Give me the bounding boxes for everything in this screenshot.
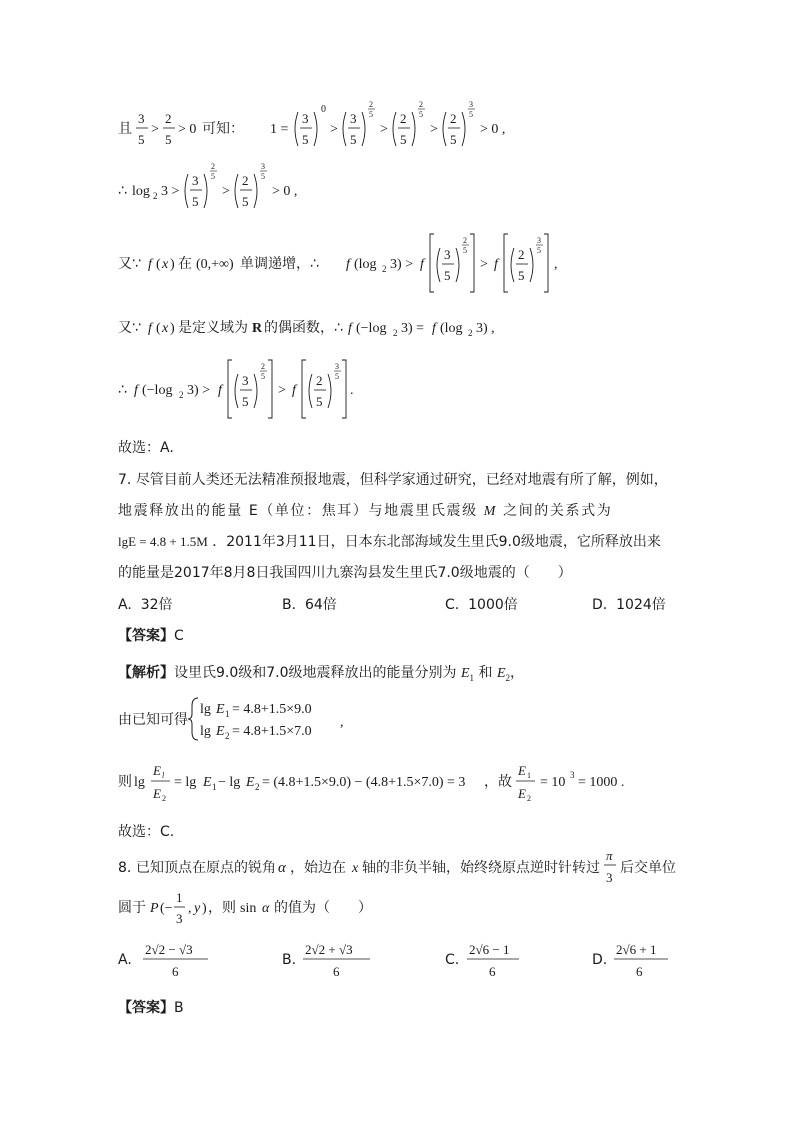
svg-text:= lg: = lg [174, 775, 197, 790]
svg-text:3: 3 [350, 111, 357, 126]
svg-text:l: l [162, 771, 165, 780]
svg-text:2: 2 [255, 782, 260, 792]
q7-line-3 [118, 531, 661, 551]
q8-line-2-content [118, 886, 418, 930]
svg-text:3: 3 [242, 373, 249, 388]
math-line-4-formula [118, 312, 538, 342]
svg-text:2: 2 [463, 236, 467, 245]
q7-option-c-letter: C. [445, 597, 460, 613]
svg-text:= 10: = 10 [540, 775, 566, 790]
q8-text-1a: 已知顶点在原点的锐角 [136, 860, 276, 876]
q7-answer-label: 【答案】 [118, 628, 174, 644]
math-line-2 [118, 160, 338, 224]
svg-text:5: 5 [350, 132, 357, 147]
svg-text:>: > [151, 122, 159, 137]
svg-text:f: f [134, 383, 138, 398]
svg-text:3: 3 [606, 870, 613, 885]
q7-E1: $E_1$ [460, 666, 475, 683]
svg-text:2: 2 [369, 100, 373, 109]
svg-text:(: ( [156, 257, 161, 272]
svg-text:3: 3 [469, 100, 473, 109]
q7-text-2a: 地震释放出的能量 E（单位：焦耳）与地震里氏震级 [118, 503, 478, 519]
svg-text:,: , [188, 901, 192, 916]
svg-text:E: E [203, 775, 212, 790]
svg-text:3: 3 [176, 911, 183, 926]
q8-option-b-num: 2√2 + √3 [305, 942, 353, 957]
q8-text-2b: ，则 [208, 900, 236, 916]
svg-text:0: 0 [321, 104, 326, 115]
svg-text:2: 2 [400, 111, 407, 126]
svg-text:2: 2 [162, 794, 166, 803]
q7-system-formula [118, 694, 358, 744]
svg-text:(: ( [156, 321, 161, 336]
q8-option-b-den: 6 [333, 964, 340, 979]
q7-option-b [282, 594, 337, 614]
svg-text:3: 3 [261, 162, 265, 171]
q7-conclusion: 故选：C. [118, 824, 175, 840]
svg-text:3: 3 [138, 111, 145, 126]
svg-text:f: f [218, 383, 222, 398]
q8-option-c-den: 6 [489, 964, 496, 979]
l3-c: 单调递增，∴ [240, 256, 319, 272]
q7-analysis-text-2: 由已知可得 [118, 712, 188, 728]
q8-text-1d: 后交单位 [620, 860, 676, 876]
svg-text:2: 2 [527, 794, 531, 803]
svg-text:5: 5 [261, 172, 265, 181]
svg-text:2: 2 [468, 328, 473, 338]
q7-line-1 [118, 469, 668, 489]
svg-text:,: , [554, 257, 558, 272]
svg-text:f: f [348, 321, 352, 336]
q8-option-a-den: 6 [172, 964, 179, 979]
q7-analysis-ratio [118, 756, 678, 810]
svg-text:α: α [278, 860, 286, 876]
q8-text-2a: 圆于 [118, 900, 146, 916]
q7-analysis-and: 和 [478, 665, 493, 681]
svg-text:f: f [292, 383, 296, 398]
q8-option-c-num: 2√6 − 1 [469, 942, 510, 957]
svg-text:x: x [162, 321, 169, 336]
svg-text:f: f [420, 257, 424, 272]
q7-formula: lgE = 4.8 + 1.5M [118, 534, 208, 549]
svg-text:2: 2 [518, 247, 525, 262]
q7-analysis-text-1: 设里氏9.0级和7.0级地震释放出的能量分别为 [174, 665, 457, 681]
q8-option-d-den: 6 [636, 964, 643, 979]
math-line-1 [118, 98, 538, 162]
prev-conclusion: 故选：A. [118, 440, 174, 456]
q8-answer [118, 997, 184, 1017]
q8-text-1b: ，始边在 [290, 860, 346, 876]
svg-text:3) ,: 3) , [476, 321, 495, 336]
q8-option-d-letter: D. [592, 952, 608, 968]
svg-text:.: . [350, 383, 354, 398]
svg-text:>: > [330, 122, 338, 137]
q7-option-d [592, 594, 666, 614]
svg-text:1: 1 [176, 890, 183, 905]
svg-text:3: 3 [537, 236, 541, 245]
svg-text:3: 3 [302, 111, 309, 126]
math-line-2-formula [118, 160, 338, 220]
svg-text:5: 5 [444, 268, 451, 283]
math-line-4 [118, 312, 538, 346]
svg-text:− lg: − lg [218, 775, 241, 790]
svg-text:>: > [430, 122, 438, 137]
q8-text-2c: 的值为（ ） [274, 900, 372, 916]
svg-text:5: 5 [242, 394, 249, 409]
svg-text:E: E [153, 786, 161, 801]
svg-text:5: 5 [302, 132, 309, 147]
svg-text:2: 2 [261, 362, 265, 371]
q7-answer [118, 625, 184, 645]
q8-option-a-num: 2√2 − √3 [145, 942, 193, 957]
svg-text:f: f [148, 257, 152, 272]
math-line-3-formula [118, 228, 588, 298]
q8-answer-label: 【答案】 [118, 1000, 174, 1016]
svg-text:2: 2 [450, 111, 457, 126]
q7-option-a-text: 32倍 [140, 597, 173, 613]
svg-text:2: 2 [382, 264, 387, 274]
q7-option-b-text: 64倍 [304, 597, 337, 613]
svg-text:(−: (− [160, 901, 173, 916]
svg-text:3 >: 3 > [161, 184, 180, 199]
svg-text:3) =: 3) = [401, 321, 425, 336]
svg-text:1: 1 [225, 709, 230, 719]
svg-text:2: 2 [179, 390, 184, 400]
svg-text:5: 5 [419, 110, 423, 119]
math-line-1-formula [118, 98, 538, 158]
svg-text:(log: (log [440, 321, 463, 336]
q8-text-1c: 轴的非负半轴，始终绕原点逆时针转过 [362, 860, 600, 876]
svg-text:f: f [432, 321, 436, 336]
svg-text:E: E [518, 786, 526, 801]
q8-line-2 [118, 886, 418, 934]
q8-option-c-letter: C. [445, 952, 460, 968]
svg-text:> 0: > 0 [178, 122, 197, 137]
svg-text:> 0 ,: > 0 , [480, 122, 506, 137]
q8-option-d-content [592, 938, 692, 982]
svg-text:E: E [153, 763, 161, 778]
l4-b: 是定义域为 [178, 320, 248, 336]
l2-prefix: ∴ [118, 183, 127, 199]
svg-text:5: 5 [400, 132, 407, 147]
svg-text:5: 5 [450, 132, 457, 147]
q7-option-b-letter: B. [282, 597, 297, 613]
svg-text:5: 5 [242, 194, 249, 209]
svg-text:(−log: (−log [142, 383, 173, 398]
svg-text:): ) [170, 257, 175, 272]
svg-text:>: > [222, 184, 230, 199]
l4-R: R [252, 321, 263, 336]
svg-text:2: 2 [419, 100, 423, 109]
svg-text:5: 5 [518, 268, 525, 283]
svg-text:log: log [132, 184, 150, 199]
svg-text:(0,+∞): (0,+∞) [196, 257, 234, 272]
svg-text:f: f [148, 321, 152, 336]
svg-text:f: f [346, 257, 350, 272]
q8-option-c [445, 938, 545, 986]
q8-option-a-content [118, 938, 218, 982]
q7-analysis-label: 【解析】 [118, 665, 174, 681]
q7-symbol-M: M [483, 504, 498, 519]
svg-text:α: α [262, 901, 270, 916]
svg-text:3: 3 [335, 362, 339, 371]
l5-prefix: ∴ [118, 382, 127, 398]
svg-text:5: 5 [469, 110, 473, 119]
l4-a: 又∵ [118, 320, 141, 336]
svg-text:2: 2 [211, 162, 215, 171]
svg-text:sin: sin [240, 901, 257, 916]
svg-text:1: 1 [527, 771, 531, 780]
q7-analysis-text-3-mid: ，故 [484, 774, 512, 790]
q8-answer-value: B [174, 1000, 184, 1016]
svg-text:2: 2 [165, 111, 172, 126]
svg-text:>: > [480, 257, 488, 272]
svg-text:5: 5 [463, 246, 467, 255]
q7-option-d-letter: D. [592, 597, 608, 613]
q7-text-3: ．2011年3月11日，日本东北部海域发生里氏9.0级地震，它所释放出来 [212, 534, 661, 550]
svg-text:P: P [150, 901, 159, 916]
l3-a: 又∵ [118, 256, 141, 272]
svg-text:3) >: 3) > [187, 383, 211, 398]
svg-text:= (4.8+1.5×9.0) − (4.8+1.5×7.0: = (4.8+1.5×9.0) − (4.8+1.5×7.0) = 3 [262, 775, 466, 790]
q8-option-b-letter: B. [282, 952, 297, 968]
svg-text:5: 5 [335, 372, 339, 381]
svg-text:2: 2 [316, 373, 323, 388]
q8-option-d-num: 2√6 + 1 [616, 942, 657, 957]
svg-text:lg: lg [200, 702, 211, 717]
svg-text:5: 5 [211, 172, 215, 181]
q7-text-2b: 之间的关系式为 [503, 503, 613, 519]
svg-text:5: 5 [537, 246, 541, 255]
svg-text:5: 5 [261, 372, 265, 381]
q7-analysis-line-1: 【解析】设里氏9.0级和7.0级地震释放出的能量分别为 $E_1$ 和 $E_2$， [118, 665, 525, 683]
q8-line-1-content [118, 846, 688, 888]
q7-E2: $E_2$ [496, 666, 511, 683]
q7-option-d-text: 1024倍 [616, 597, 666, 613]
svg-text:3: 3 [570, 770, 575, 780]
q7-number: 7. [118, 472, 132, 488]
q7-answer-value: C [174, 628, 184, 644]
math-line-5 [118, 354, 388, 428]
svg-text:E: E [216, 724, 225, 739]
math-line-3 [118, 228, 588, 302]
svg-text:): ) [170, 321, 175, 336]
q8-option-a-letter: A. [118, 952, 132, 968]
svg-text:5: 5 [316, 394, 323, 409]
svg-text:> 0 ,: > 0 , [272, 184, 298, 199]
svg-text:>: > [278, 383, 286, 398]
svg-text:π: π [606, 848, 613, 863]
svg-text:2: 2 [225, 731, 230, 741]
svg-text:E: E [246, 775, 255, 790]
q7-analysis-text-3: 则 [118, 774, 132, 790]
svg-text:y: y [194, 901, 201, 916]
svg-text:E: E [518, 763, 526, 778]
svg-text:>: > [380, 122, 388, 137]
l3-b: 在 [178, 256, 192, 272]
svg-text:2: 2 [393, 328, 398, 338]
svg-text:= 4.8+1.5×9.0: = 4.8+1.5×9.0 [232, 702, 312, 717]
q7-analysis-system [118, 694, 358, 748]
svg-text:= 1000 .: = 1000 . [578, 775, 625, 790]
svg-text:E: E [216, 702, 225, 717]
svg-text:5: 5 [165, 132, 172, 147]
svg-text:lg: lg [200, 724, 211, 739]
svg-text:x: x [162, 257, 169, 272]
q8-option-a [118, 938, 218, 986]
svg-text:,: , [340, 715, 344, 730]
svg-text:f: f [494, 257, 498, 272]
q7-line-2 [118, 500, 612, 520]
svg-text:3: 3 [444, 247, 451, 262]
svg-text:2: 2 [242, 173, 249, 188]
q7-option-a [118, 594, 173, 614]
svg-text:= 4.8+1.5×7.0: = 4.8+1.5×7.0 [232, 724, 312, 739]
q8-option-b-content [282, 938, 382, 982]
svg-text:): ) [202, 901, 207, 916]
l1-mid: 可知： [202, 121, 244, 137]
svg-text:3) >: 3) > [390, 257, 414, 272]
svg-text:5: 5 [192, 194, 199, 209]
svg-text:(log: (log [354, 257, 377, 272]
q8-option-d [592, 938, 692, 986]
svg-text:2: 2 [153, 191, 158, 201]
svg-text:5: 5 [138, 132, 145, 147]
svg-text:1: 1 [212, 782, 217, 792]
q7-option-c [445, 594, 518, 614]
svg-text:lg: lg [134, 775, 145, 790]
svg-text:(−log: (−log [356, 321, 387, 336]
q8-option-c-content [445, 938, 545, 982]
q7-option-a-letter: A. [118, 597, 132, 613]
q7-ratio-formula [118, 756, 678, 806]
q7-text-1: 尽管目前人类还无法精准预报地震，但科学家通过研究，已经对地震有所了解，例如， [135, 472, 668, 488]
q8-number: 8. [118, 860, 132, 876]
q7-option-c-text: 1000倍 [468, 597, 518, 613]
svg-text:x: x [352, 861, 359, 876]
q7-line-4: 的能量是2017年8月8日我国四川九寨沟县发生里氏7.0级地震的（ ） [118, 565, 572, 581]
l4-c: 的偶函数，∴ [264, 320, 343, 336]
l1-prefix: 且 [118, 121, 132, 137]
svg-text:3: 3 [192, 173, 199, 188]
math-line-5-formula [118, 354, 388, 424]
svg-text:5: 5 [369, 110, 373, 119]
svg-text:1 =: 1 = [270, 122, 289, 137]
q8-option-b [282, 938, 382, 986]
